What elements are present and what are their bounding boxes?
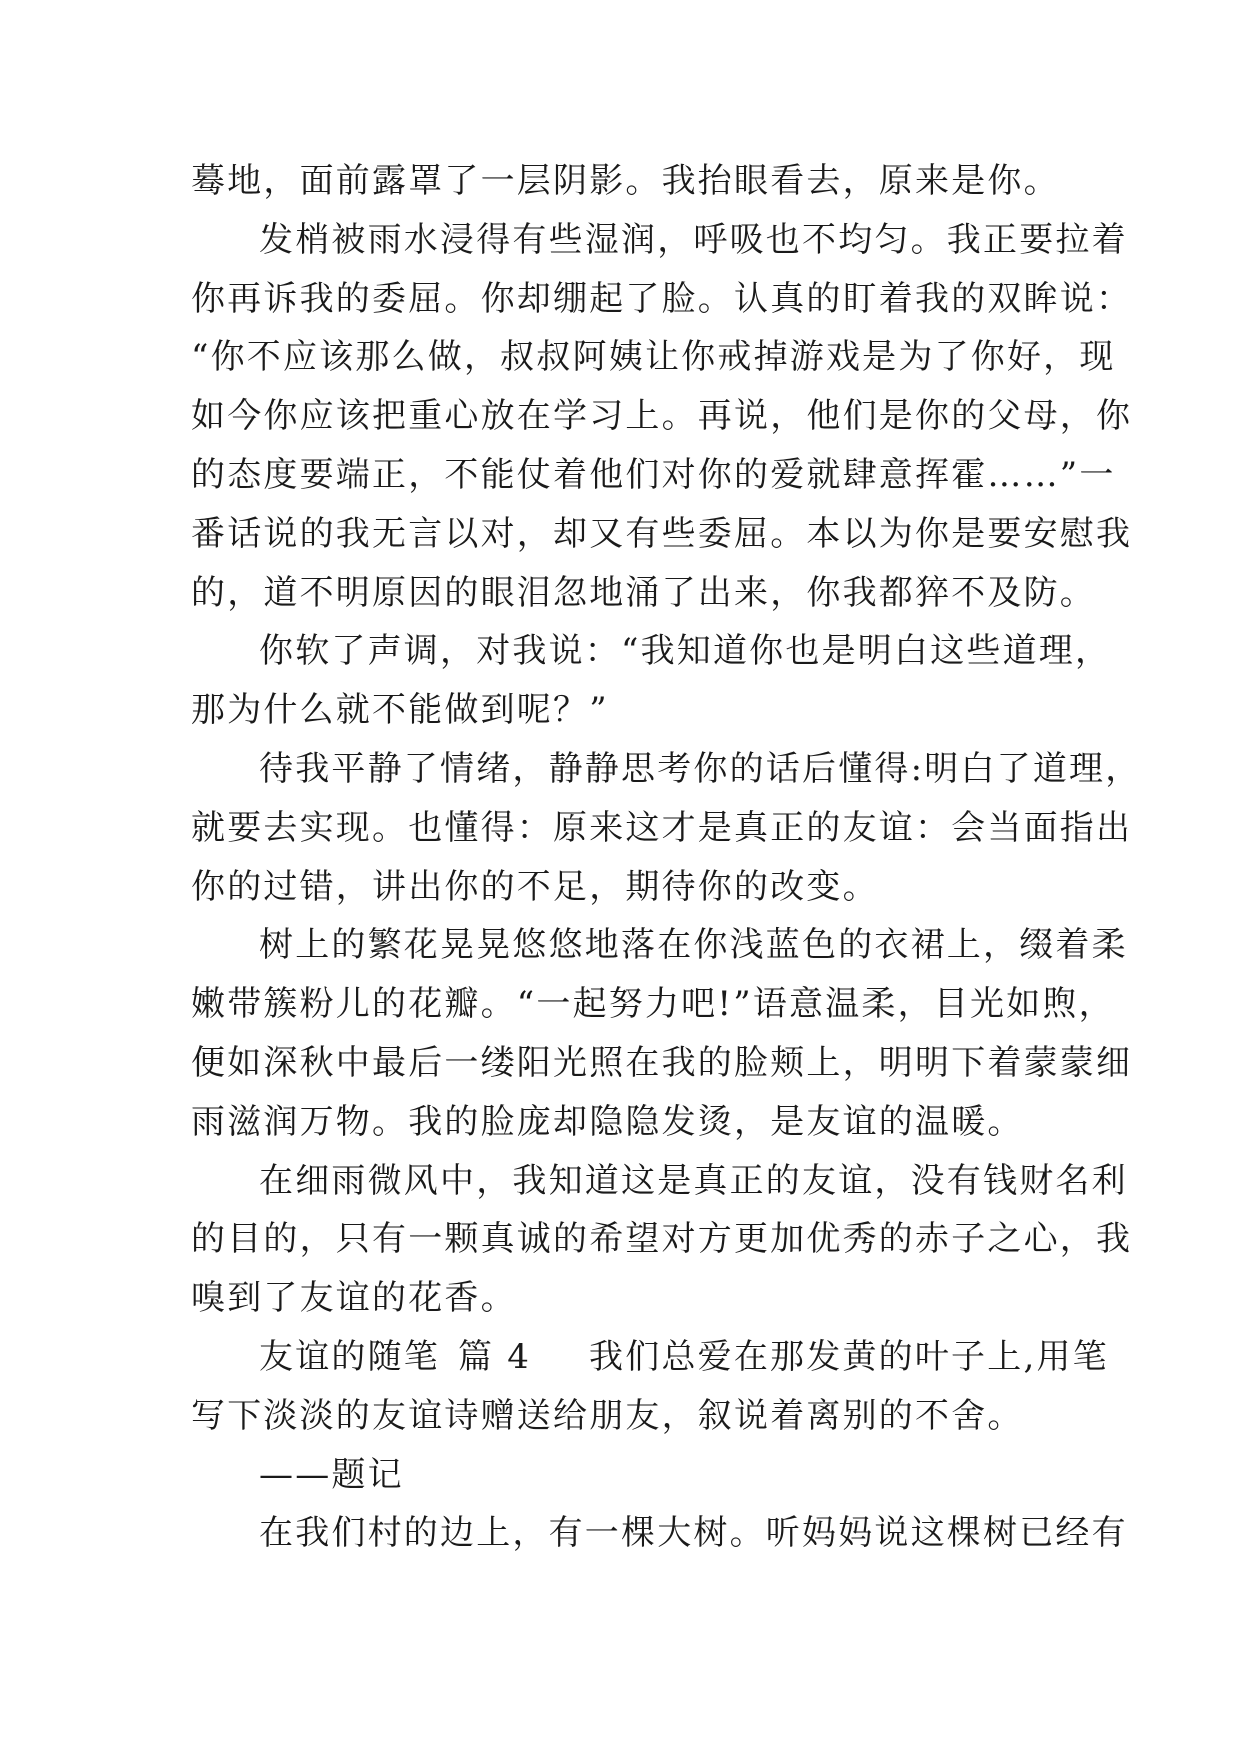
paragraph-4 bbox=[191, 740, 1142, 916]
text-line: 便如深秋中最后一缕阳光照在我的脸颊上，明明下着蒙蒙细 bbox=[191, 1042, 1133, 1083]
section-first-line: 我们总爱在那发黄的叶子上,用笔 bbox=[589, 1336, 1109, 1377]
text-line: 就要去实现。也懂得：原来这才是真正的友谊：会当面指出 bbox=[191, 807, 1133, 848]
text-line: 番话说的我无言以对，却又有些委屈。本以为你是要安慰我 bbox=[191, 513, 1133, 554]
epigraph-text: ——题记 bbox=[259, 1454, 404, 1495]
section-heading-line bbox=[191, 1328, 1109, 1387]
text-line: 待我平静了情绪，静静思考你的话后懂得:明白了道理， bbox=[259, 748, 1142, 789]
closing-paragraph bbox=[191, 1504, 1128, 1563]
text-line: 在细雨微风中，我知道这是真正的友谊，没有钱财名利 bbox=[259, 1160, 1128, 1201]
text-line: 那为什么就不能做到呢？” bbox=[191, 690, 609, 731]
text-line: 写下淡淡的友谊诗赠送给朋友，叙说着离别的不舍。 bbox=[191, 1395, 1024, 1436]
paragraph-5 bbox=[191, 916, 1133, 1151]
text-line: 树上的繁花晃晃悠悠地落在你浅蓝色的衣裙上，缀着柔 bbox=[259, 925, 1128, 966]
text-line: 蓦地，面前露罩了一层阴影。我抬眼看去，原来是你。 bbox=[191, 161, 1060, 201]
section-heading bbox=[191, 1328, 1109, 1446]
text-line: 的，道不明原因的眼泪忽地涌了出来，你我都猝不及防。 bbox=[191, 572, 1096, 613]
text-line: 的态度要端正，不能仗着他们对你的爱就肆意挥霍……”一 bbox=[191, 454, 1116, 495]
paragraph-2 bbox=[191, 211, 1133, 623]
paragraph-6 bbox=[191, 1152, 1133, 1328]
text-line: 你软了声调，对我说：“我知道你也是明白这些道理， bbox=[259, 631, 1112, 672]
document-page bbox=[191, 152, 1142, 1563]
text-line: 雨滋润万物。我的脸庞却隐隐发烫，是友谊的温暖。 bbox=[191, 1101, 1024, 1142]
text-line: 你再诉我的委屈。你却绷起了脸。认真的盯着我的双眸说： bbox=[191, 278, 1133, 319]
text-line: 如今你应该把重心放在学习上。再说，他们是你的父母，你 bbox=[191, 396, 1133, 437]
text-line: “你不应该那么做，叔叔阿姨让你戒掉游戏是为了你好，现 bbox=[191, 337, 1116, 378]
text-line: 发梢被雨水浸得有些湿润，呼吸也不均匀。我正要拉着 bbox=[259, 219, 1128, 260]
text-line: 嗅到了友谊的花香。 bbox=[191, 1278, 517, 1319]
text-line: 在我们村的边上，有一棵大树。听妈妈说这棵树已经有 bbox=[259, 1513, 1128, 1554]
epigraph bbox=[191, 1446, 1063, 1505]
section-number: 篇 4 bbox=[458, 1336, 532, 1377]
paragraph-3 bbox=[191, 622, 1112, 740]
section-title: 友谊的随笔 bbox=[259, 1336, 440, 1377]
paragraph-1 bbox=[191, 152, 1063, 211]
text-line: 的目的，只有一颗真诚的希望对方更加优秀的赤子之心，我 bbox=[191, 1219, 1133, 1260]
text-line: 你的过错，讲出你的不足，期待你的改变。 bbox=[191, 866, 879, 907]
text-line: 嫩带簇粉儿的花瓣。“一起努力吧!”语意温柔，目光如煦， bbox=[191, 984, 1115, 1025]
